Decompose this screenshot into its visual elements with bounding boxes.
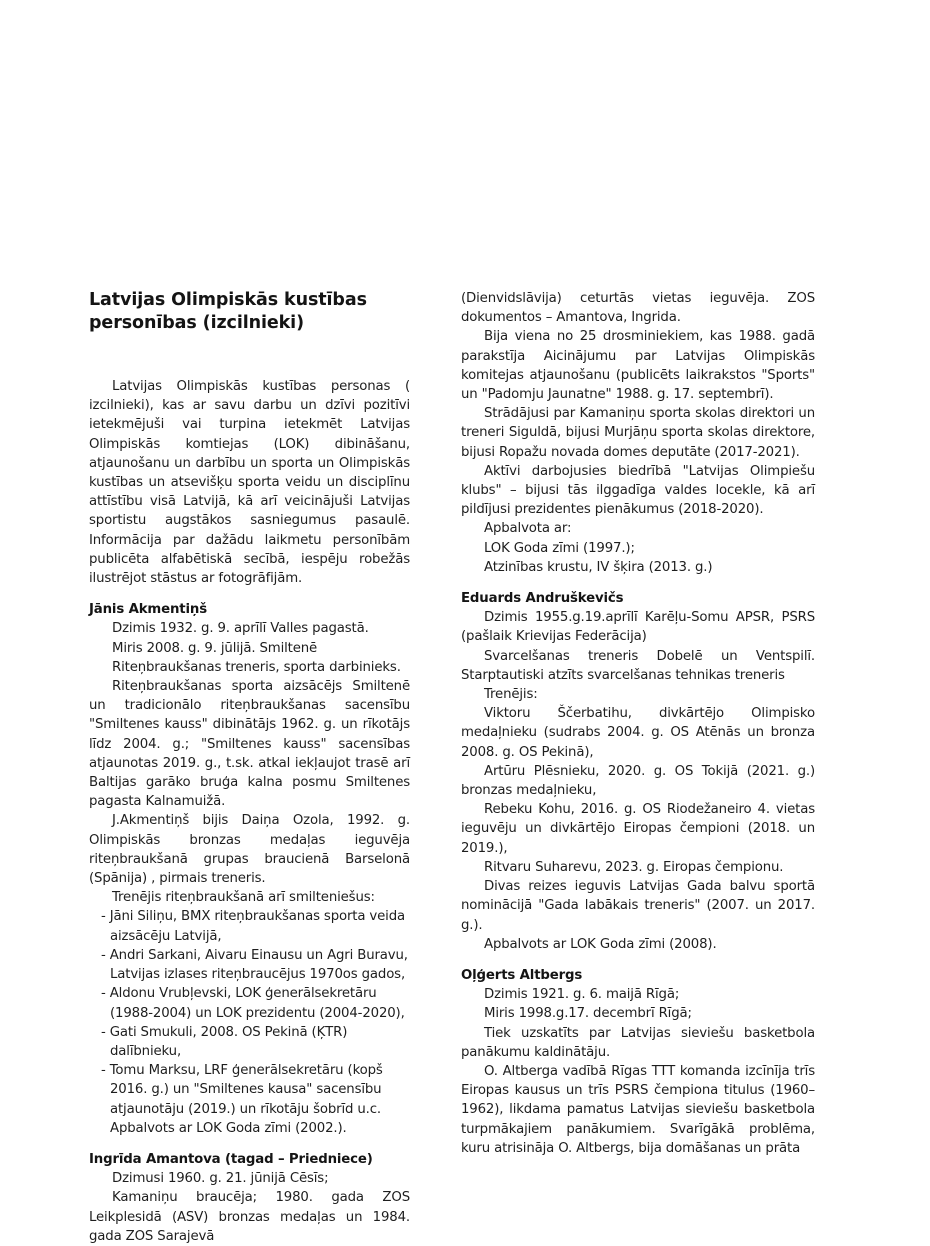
bio-paragraph: Divas reizes ieguvis Latvijas Gada balvu sportā nominācijā "Gada labākais treneris" (2007. un 2017. g.). <box>461 879 815 933</box>
died-text: Miris 2008. g. 9. jūlijā. Smiltenē <box>112 640 318 656</box>
born-text: Dzimis 1921. g. 6. maijā Rīgā; <box>484 987 680 1003</box>
award-item: Atzinības krustu, IV šķira (2013. g.) <box>484 559 713 575</box>
award-item: LOK Goda zīmi (1997.); <box>484 540 635 556</box>
trainee-paragraph: Viktoru Ščerbatihu, divkārtējo Olimpisko medaļnieku (sudrabs 2004. g. OS Atēnās un bronza 2008. g. OS Pekinā), <box>461 706 815 760</box>
list-item: - Tomu Marksu, LRF ģenerālsekretāru (kopš 2016. g.) un "Smiltenes kausa" sacensību atjaunotāju (2019.) un rīkotāju šobrīd u.c. Apbalvots ar LOK Goda zīmi (2002.). <box>101 1063 383 1136</box>
list-item: - Andri Sarkani, Aivaru Einausu un Agri Buravu, Latvijas izlases riteņbraucējus 1970os gados, <box>101 947 408 983</box>
trainee-paragraph: Artūru Plēsnieku, 2020. g. OS Tokijā (2021. g.) bronzas medaļnieku, <box>461 763 815 799</box>
trained-intro: Trenējis: <box>484 687 538 703</box>
person-name-andruskevics: Eduards Andruškevičs <box>461 591 624 607</box>
died-text: Miris 1998.g.17. decembrī Rīgā; <box>484 1006 692 1022</box>
bio-paragraph: J.Akmentiņš bijis Daiņa Ozola, 1992. g. Olimpiskās bronzas medaļas ieguvēja riteņbraukšanā grupas braucienā Barselonā (Spānija) , pirmais treneris. <box>89 813 410 887</box>
bio-paragraph: Kamaniņu braucēja; 1980. gada ZOS Leikplesidā (ASV) bronzas medaļas un 1984. gada ZOS Sarajevā <box>89 1190 410 1244</box>
trained-intro: Trenējis riteņbraukšanā arī smilteniešus: <box>112 890 375 906</box>
person-name-amantova: Ingrīda Amantova (tagad – Priedniece) <box>89 1151 373 1167</box>
bio-paragraph: Strādājusi par Kamaniņu sporta skolas direktori un treneri Siguldā, bijusi Murjāņu sporta skolas direktore, bijusi Ropažu novada domes deputāte (2017-2021). <box>461 406 815 460</box>
bio-paragraph: Bija viena no 25 drosminiekiem, kas 1988. gadā parakstīja Aicinājumu par Latvijas Olimpiskās komitejas atjaunošanu (publicēts laikrakstos "Sports" un "Padomju Jaunatne" 1988. g. 17. septembrī). <box>461 329 815 403</box>
bio-paragraph: Aktīvi darbojusies biedrībā "Latvijas Olimpiešu klubs" – bijusi tās ilggadīga valdes locekle, kā arī pildījusi prezidentes pienākumus (2018-2020). <box>461 463 815 518</box>
born-text: Dzimis 1955.g.19.aprīlī Karēļu-Somu APSR, PSRS (pašlaik Krievijas Federācija) <box>461 610 815 645</box>
bio-paragraph: Tiek uzskatīts par Latvijas sieviešu basketbola panākumu kaldinātāju. <box>461 1025 815 1060</box>
list-item: - Gati Smukuli, 2008. OS Pekinā (ĶTR) dalībnieku, <box>101 1024 348 1059</box>
trainee-paragraph: Ritvaru Suharevu, 2023. g. Eiropas čempionu. <box>484 859 784 875</box>
bio-paragraph: Svarcelšanas treneris Dobelē un Ventspilī. Starptautiski atzīts svarcelšanas tehnikas treneris <box>461 648 815 683</box>
list-item: - Jāni Siliņu, BMX riteņbraukšanas sporta veida aizsācēju Latvijā, <box>101 909 406 944</box>
trainee-paragraph: Rebeku Kohu, 2016. g. OS Riodežaneiro 4. vietas ieguvēju un divkārtējo Eiropas čempioni (2018. un 2019.), <box>461 802 815 856</box>
bio-paragraph: O. Altberga vadībā Rīgas TTT komanda izcīnīja trīs Eiropas kausus un trīs PSRS čempiona titulus (1960–1962), likdama pamatus Latvijas sieviešu basketbola turpmākajiem panākumiem. Svarīgākā problēma, kuru atrisināja O. Altbergs, bija domāšanas un prāta <box>461 1063 815 1156</box>
awards-label: Apbalvota ar: <box>484 521 572 537</box>
born-text: Dzimis 1932. g. 9. aprīlī Valles pagastā. <box>112 621 369 637</box>
person-name-akmentins: Jānis Akmentiņš <box>89 602 208 618</box>
role-text: Riteņbraukšanas treneris, sporta darbinieks. <box>112 659 401 675</box>
award-item: Apbalvots ar LOK Goda zīmi (2008). <box>484 936 717 952</box>
trainee-list <box>89 907 410 1137</box>
born-text: Dzimusi 1960. g. 21. jūnijā Cēsīs; <box>112 1171 329 1187</box>
intro-paragraph: Latvijas Olimpiskās kustības personas ( izcilnieki), kas ar savu darbu un dzīvi pozitīvi ietekmējuši vai turpina ietekmēt Latvijas Olimpiskās komtiejas (LOK) dibināšanu, atjaunošanu un darbību un sporta un Olimpiskās kustības un atsevišķu sporta veidu un disciplīnu attīstību visā Latvijā, kā arī veicinājuši Latvijas sportistu augstākos sasniegumus pasaulē. Informācija par dažādu laikmetu personībām publicēta alfabētiskā secībā, iespēju robežās ilustrējot stāstus ar fotogrāfijām. <box>89 379 410 587</box>
person-name-altbergs: Oļģerts Altbergs <box>461 967 583 983</box>
section-title: Latvijas Olimpiskās kustības personības (izcilnieki) <box>89 290 367 333</box>
right-column <box>461 289 815 1158</box>
bio-paragraph: Riteņbraukšanas sporta aizsācējs Smiltenē un tradicionālo riteņbraukšanas sacensību "Smiltenes kauss" dibinātājs 1962. g. un rīkotājs līdz 2004. g.; "Smiltenes kauss" sacensības atjaunotas 2019. g., t.sk. atkal iekļaujot trasē arī Baltijas garāko bruģa kalna posmu Smiltenes pagasta Kalnamuižā. <box>89 679 410 810</box>
list-item: - Aldonu Vrubļevski, LOK ģenerālsekretāru (1988-2004) un LOK prezidentu (2004-2020), <box>101 986 405 1021</box>
left-column <box>89 289 410 1246</box>
bio-paragraph: (Dienvidslāvija) ceturtās vietas ieguvēja. ZOS dokumentos – Amantova, Ingrida. <box>461 291 815 326</box>
